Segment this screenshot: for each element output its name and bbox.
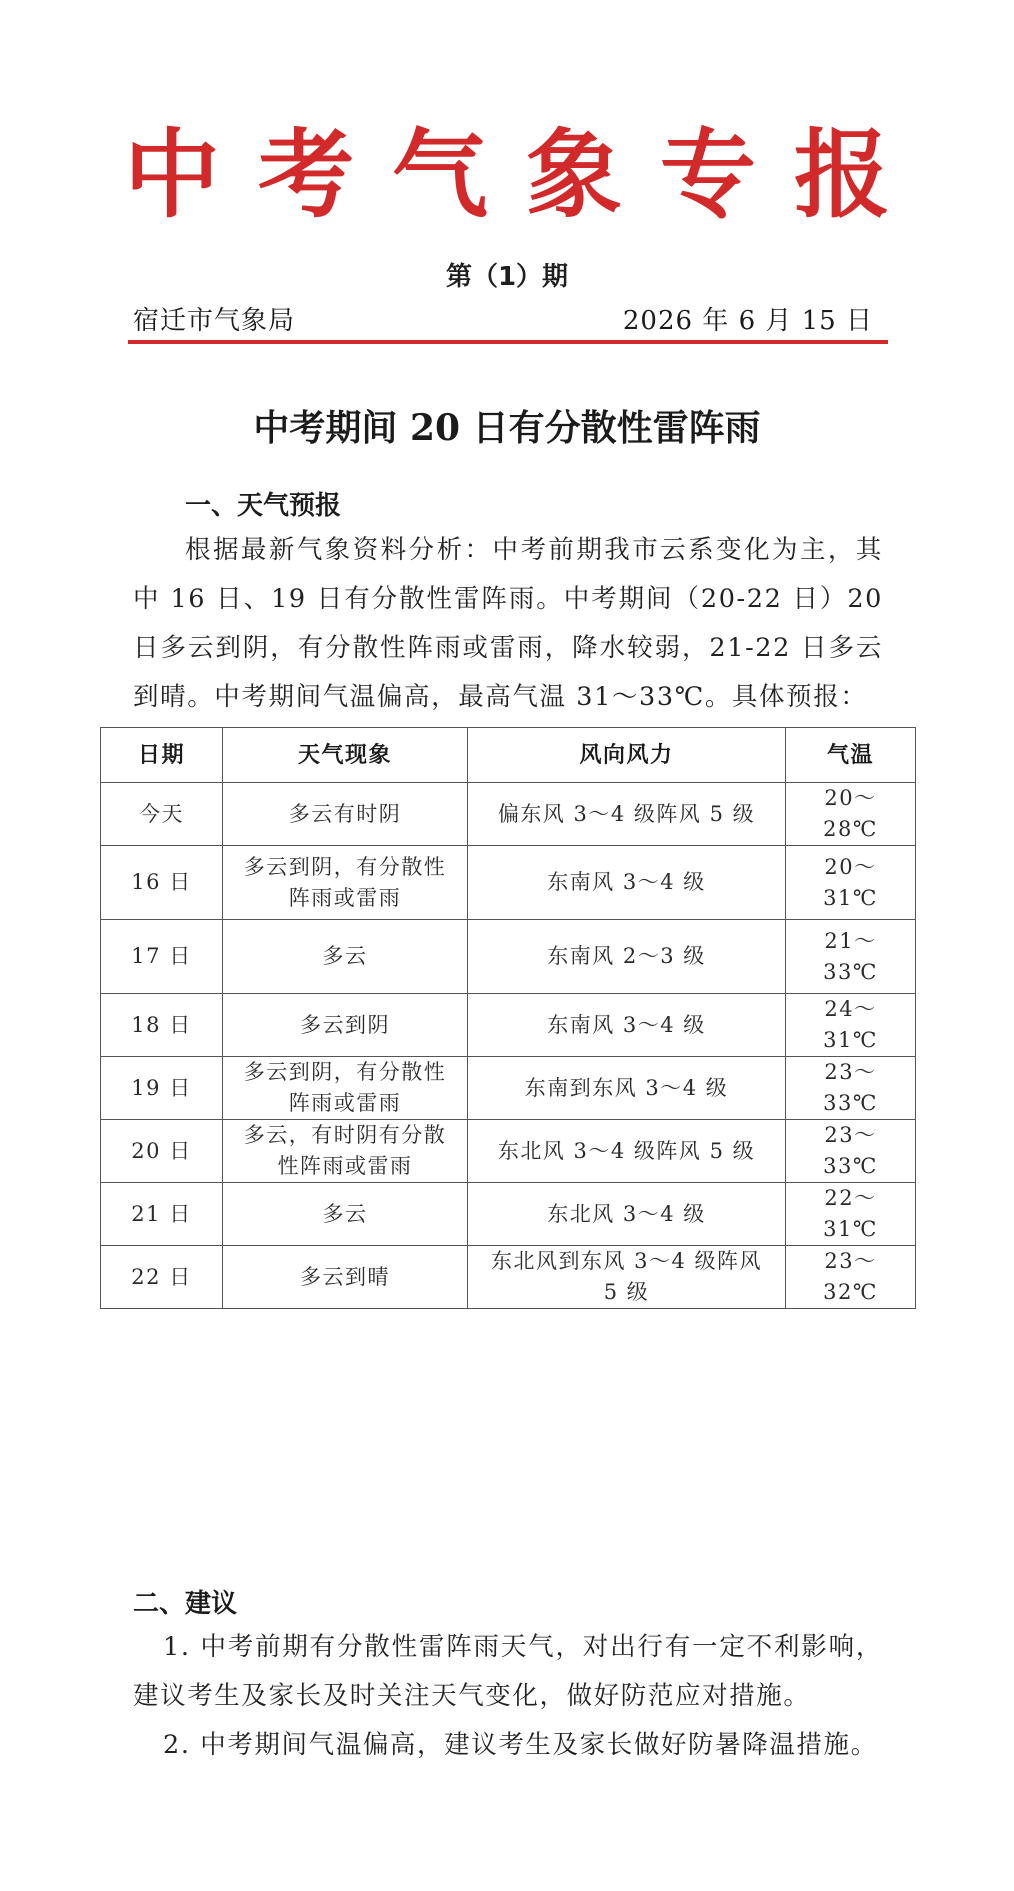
cell-temp: 24～31℃ <box>786 994 916 1057</box>
forecast-paragraph: 根据最新气象资料分析：中考前期我市云系变化为主，其中 16 日、19 日有分散性雷阵雨。中考期间（20-22 日）20 日多云到阴，有分散性阵雨或雷雨，降水较弱，21-22 日多云到晴。中考期间气温偏高，最高气温 31～33℃。具体预报： <box>133 535 883 712</box>
table-row <box>101 1057 916 1120</box>
cell-temp: 22～31℃ <box>786 1183 916 1246</box>
cell-wind: 东北风到东风 3～4 级阵风 5 级 <box>468 1246 786 1309</box>
table-row <box>101 994 916 1057</box>
column-header-wind: 风向风力 <box>468 728 786 783</box>
table-row <box>101 1183 916 1246</box>
cell-date: 17 日 <box>101 920 223 994</box>
cell-weather: 多云 <box>223 920 468 994</box>
cell-temp: 23～32℃ <box>786 1246 916 1309</box>
cell-date: 16 日 <box>101 846 223 920</box>
section-heading-forecast: 一、天气预报 <box>185 491 342 521</box>
cell-date: 20 日 <box>101 1120 223 1183</box>
column-header-temp: 气温 <box>786 728 916 783</box>
cell-weather: 多云有时阴 <box>223 783 468 846</box>
cell-weather: 多云 <box>223 1183 468 1246</box>
forecast-table <box>100 727 916 1309</box>
cell-weather: 多云到阴，有分散性阵雨或雷雨 <box>223 846 468 920</box>
table-row <box>101 1120 916 1183</box>
cell-wind: 偏东风 3～4 级阵风 5 级 <box>468 783 786 846</box>
red-divider-rule <box>128 340 888 344</box>
cell-date: 22 日 <box>101 1246 223 1309</box>
cell-weather: 多云到阴 <box>223 994 468 1057</box>
cell-date: 18 日 <box>101 994 223 1057</box>
cell-date: 今天 <box>101 783 223 846</box>
cell-wind: 东北风 3～4 级阵风 5 级 <box>468 1120 786 1183</box>
table-row <box>101 1246 916 1309</box>
advice-item: 2. 中考期间气温偏高，建议考生及家长做好防暑降温措施。 <box>163 1730 878 1760</box>
table-row <box>101 783 916 846</box>
cell-temp: 21～33℃ <box>786 920 916 994</box>
table-row <box>101 920 916 994</box>
cell-wind: 东南风 2～3 级 <box>468 920 786 994</box>
cell-weather: 多云到晴 <box>223 1246 468 1309</box>
issuer-name: 宿迁市气象局 <box>133 306 296 336</box>
cell-temp: 23～33℃ <box>786 1057 916 1120</box>
masthead-title: 中考气象专报 <box>124 118 928 231</box>
advice-item: 1. 中考前期有分散性雷阵雨天气，对出行有一定不利影响，建议考生及家长及时关注天气变化，做好防范应对措施。 <box>133 1632 883 1711</box>
issue-date: 2026 年 6 月 15 日 <box>622 306 873 336</box>
bulletin-headline: 中考期间 20 日有分散性雷阵雨 <box>253 407 761 449</box>
column-header-date: 日期 <box>101 728 223 783</box>
cell-weather: 多云到阴，有分散性阵雨或雷雨 <box>223 1057 468 1120</box>
cell-temp: 20～28℃ <box>786 783 916 846</box>
table-row <box>101 846 916 920</box>
cell-wind: 东南风 3～4 级 <box>468 994 786 1057</box>
section-heading-advice: 二、建议 <box>133 1589 238 1619</box>
cell-temp: 20～31℃ <box>786 846 916 920</box>
table-header-row <box>101 728 916 783</box>
issue-number: 第（1）期 <box>445 262 569 292</box>
cell-date: 19 日 <box>101 1057 223 1120</box>
cell-wind: 东南风 3～4 级 <box>468 846 786 920</box>
cell-wind: 东南到东风 3～4 级 <box>468 1057 786 1120</box>
cell-weather: 多云，有时阴有分散性阵雨或雷雨 <box>223 1120 468 1183</box>
column-header-weather: 天气现象 <box>223 728 468 783</box>
cell-date: 21 日 <box>101 1183 223 1246</box>
cell-temp: 23～33℃ <box>786 1120 916 1183</box>
cell-wind: 东北风 3～4 级 <box>468 1183 786 1246</box>
